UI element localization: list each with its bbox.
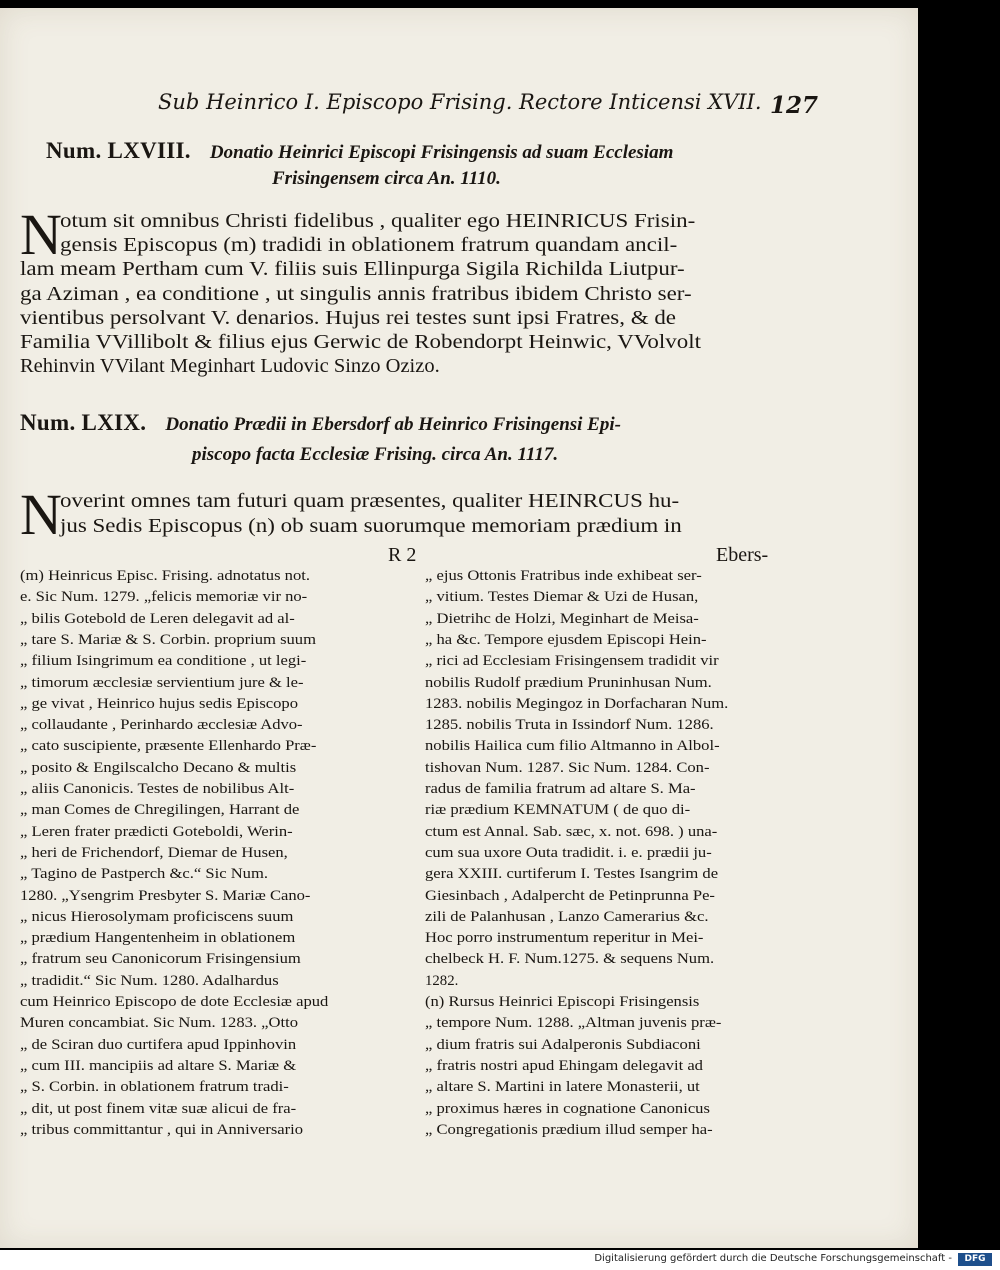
footnote-right-line: Hoc porro instrumentum reperitur in Mei- (425, 930, 704, 947)
signature-mark: R 2 (388, 544, 417, 566)
footnote-left-line: „ ge vivat , Heinrico hujus sedis Episcopo (20, 695, 299, 712)
footnote-right-line: nobilis Rudolf prædium Pruninhusan Num. (425, 674, 712, 691)
doc68-body-line: lam meam Pertham cum V. filiis suis Ellinpurga Sigila Richilda Liutpur- (20, 258, 685, 281)
footnote-left-line: 1280. „Ysengrim Presbyter S. Mariæ Cano- (20, 887, 311, 904)
footnote-left-line: „ S. Corbin. in oblationem fratrum tradi- (20, 1079, 289, 1096)
footnote-left-line: „ filium Isingrimum ea conditione , ut legi- (20, 653, 307, 670)
footnote-right-line: „ dium fratris sui Adalperonis Subdiaconi (425, 1036, 701, 1053)
footnote-left-line: „ bilis Gotebold de Leren delegavit ad al- (20, 610, 295, 627)
doc68-body-line: otum sit omnibus Christi fidelibus , qualiter ego HEINRICUS Frisin- (60, 210, 696, 232)
doc68-body-line: gensis Episcopus (m) tradidi in oblationem fratrum quandam ancil- (60, 234, 678, 257)
footnote-left-line: „ timorum æcclesiæ servientium jure & le- (20, 674, 304, 691)
doc68-body-line: vientibus persolvant V. denarios. Hujus rei testes sunt ipsi Fratres, & de (20, 306, 676, 329)
footnote-right-line: „ altare S. Martini in latere Monasterii, ut (425, 1079, 700, 1096)
footnote-left-line: „ tribus committantur , qui in Anniversario (20, 1121, 304, 1138)
footnote-right-line: „ Congregationis prædium illud semper ha- (425, 1121, 713, 1138)
doc69-title-line2: piscopo facta Ecclesiæ Frising. circa An. 1117. (192, 444, 559, 465)
doc69-title-line1: Donatio Prædii in Ebersdorf ab Heinrico Frisingensi Epi- (165, 414, 621, 435)
doc68-number: Num. LXVIII. (46, 138, 191, 163)
footnote-right-line: 1282. (425, 972, 459, 989)
doc68-heading (46, 138, 673, 164)
footnote-right-line: ctum est Annal. Sab. sæc, x. not. 698. ) una- (425, 823, 718, 840)
footnote-right-line: zili de Palanhusan , Lanzo Camerarius &c. (425, 908, 709, 925)
catchword: Ebers- (716, 544, 769, 566)
footnote-left-line: „ cato suscipiente, præsente Ellenhardo Præ- (20, 738, 317, 755)
footnote-left-line: „ nicus Hierosolymam proficiscens suum (20, 908, 294, 925)
footnote-right-line: „ ha &c. Tempore ejusdem Episcopi Hein- (425, 631, 707, 648)
footnote-left-line: (m) Heinricus Episc. Frising. adnotatus not. (20, 568, 310, 584)
footnote-left-line: „ Tagino de Pastperch &c.“ Sic Num. (20, 866, 268, 883)
footnote-left-line: „ fratrum seu Canonicorum Frisingensium (20, 951, 301, 968)
footnote-left-line: „ tradidit.“ Sic Num. 1280. Adalhardus (20, 972, 279, 989)
footnote-right-line: (n) Rursus Heinrici Episcopi Frisingensis (425, 994, 700, 1010)
doc68-title-line2: Frisingensem circa An. 1110. (272, 168, 501, 189)
footnote-right-line: „ tempore Num. 1288. „Altman juvenis præ- (425, 1015, 722, 1032)
footnote-left-line: „ cum III. mancipiis ad altare S. Mariæ & (20, 1057, 297, 1074)
footnote-right-line: tishovan Num. 1287. Sic Num. 1284. Con- (425, 759, 710, 776)
doc69-body-line: jus Sedis Episcopus (n) ob suam suorumque memoriam prædium in (60, 514, 682, 537)
doc68-body-line: Familia VVillibolt & filius ejus Gerwic de Robendorpt Heinwic, VVolvolt (20, 331, 701, 353)
footnote-right-line: „ fratris nostri apud Ehingam delegavit ad (425, 1057, 703, 1074)
footnote-right-line: „ vitium. Testes Diemar & Uzi de Husan, (425, 589, 699, 606)
doc68-body-line: ga Aziman , ea conditione , ut singulis annis fratribus ibidem Christo ser- (20, 282, 692, 305)
footnote-left-line: „ heri de Frichendorf, Diemar de Husen, (20, 844, 288, 861)
footnote-right-line: „ ejus Ottonis Fratribus inde exhibeat ser- (425, 568, 702, 584)
doc69-number: Num. LXIX. (20, 410, 147, 435)
dfg-logo: DFG (958, 1253, 992, 1266)
footnote-right-line: gera XXIII. curtiferum I. Testes Isangrim de (425, 866, 719, 883)
footnote-left-line: cum Heinrico Episcopo de dote Ecclesiæ apud (20, 994, 329, 1010)
footnote-right-line: cum sua uxore Outa tradidit. i. e. prædii ju- (425, 844, 712, 861)
running-header: Sub Heinrico I. Episcopo Frising. Rectore Inticensi XVII. (158, 90, 762, 114)
doc69-heading (20, 410, 621, 436)
page-number: 127 (770, 92, 819, 119)
footnote-left-line: „ aliis Canonicis. Testes de nobilibus Alt- (20, 781, 295, 797)
footnote-right-line: riæ prædium KEMNATUM ( de quo di- (425, 802, 691, 819)
doc68-body-line: Rehinvin VVilant Meginhart Ludovic Sinzo Ozizo. (20, 355, 440, 378)
footnote-left-line: „ posito & Engilscalcho Decano & multis (20, 759, 297, 776)
footer-credit: Digitalisierung gefördert durch die Deutsche Forschungsgemeinschaft - (594, 1253, 952, 1264)
footnote-right-line: „ Dietrihc de Holzi, Meginhart de Meisa- (425, 610, 699, 627)
digitization-footer (0, 1250, 1000, 1270)
footnote-right-line: 1283. nobilis Megingoz in Dorfacharan Num. (425, 695, 729, 712)
scanned-page (0, 8, 918, 1248)
doc69-body-line: overint omnes tam futuri quam præsentes, qualiter HEINRCUS hu- (60, 490, 680, 512)
footnote-right-line: „ rici ad Ecclesiam Frisingensem tradidit vir (425, 653, 719, 670)
footnote-right-line: radus de familia fratrum ad altare S. Ma- (425, 781, 696, 797)
doc69-dropcap: N (20, 482, 62, 547)
footnote-left-line: „ collaudante , Perinhardo æcclesiæ Advo- (20, 717, 303, 734)
footnote-left-line: „ prædium Hangentenheim in oblationem (20, 930, 296, 947)
footnote-left-line: e. Sic Num. 1279. „felicis memoriæ vir no- (20, 589, 308, 606)
footnote-right-line: nobilis Hailica cum filio Altmanno in Albol- (425, 738, 720, 755)
footnote-left-line: „ Leren frater prædicti Goteboldi, Werin- (20, 823, 293, 840)
footnote-left-line: „ tare S. Mariæ & S. Corbin. proprium suum (20, 631, 316, 648)
doc68-dropcap: N (20, 202, 62, 267)
footnote-left-line: „ man Comes de Chregilingen, Harrant de (20, 802, 300, 819)
footnote-left-line: „ dit, ut post finem vitæ suæ alicui de fra- (20, 1100, 297, 1117)
footnote-right-line: Giesinbach , Adalpercht de Petinprunna Pe- (425, 887, 715, 904)
doc68-title-line1: Donatio Heinrici Episcopi Frisingensis ad suam Ecclesiam (209, 142, 674, 163)
footnote-right-line: 1285. nobilis Truta in Issindorf Num. 1286. (425, 717, 714, 734)
footnote-right-line: „ proximus hæres in cognatione Canonicus (425, 1100, 710, 1117)
footnote-left-line: Muren concambiat. Sic Num. 1283. „Otto (20, 1015, 299, 1032)
footnote-right-line: chelbeck H. F. Num.1275. & sequens Num. (425, 951, 715, 968)
footnote-left-line: „ de Sciran duo curtifera apud Ippinhovin (20, 1036, 297, 1053)
